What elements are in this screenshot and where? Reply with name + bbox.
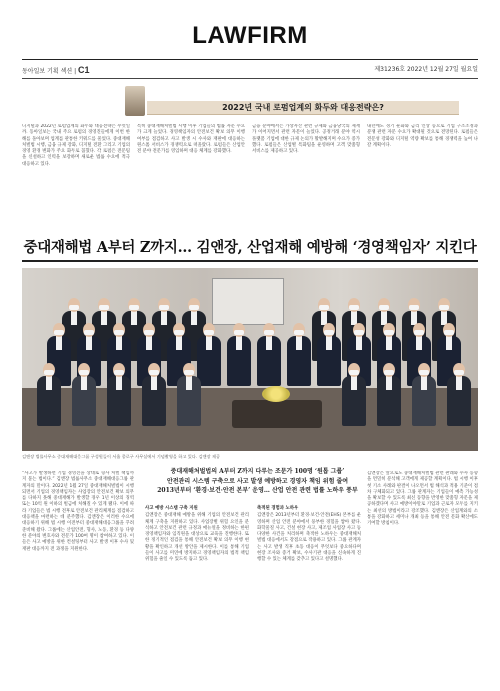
body-column-3-text: 김앤장은 2013년부터 환경·보건·안전(EHS) 본부를 운영하며 산업 안전 분야에서 풍부한 경험을 쌓아 왔다. 화학물질 사고, 건설 현장 사고, 제조업 사업장 사고 등 다양한 사건을 처리하며 축적한 노하우는 중대재해처벌법 대응에서도 강점으로 작용하고 있다. 그룹 관계자는 사고 발생 직후 초동 대응이 무엇보다 중요하다며 현장 조사와 증거 확보, 수사기관 대응을 신속하게 진행할 수 있는 체계를 갖추고 있다고 설명했다. [257,513,361,563]
headline-rule [22,260,478,262]
banner-title: 2022년 국내 로펌업계의 화두와 대응전략은? [147,101,459,115]
photo-person [412,363,436,433]
body-column-2 [145,503,249,683]
body-column-2-title: 사고 예방 시스템 구축 지원 [145,506,198,511]
photo-person [377,363,401,433]
subhead-3: 2013년부터 ‘환경·보건·안전 본부’ 운영… 산업 안전 관련 법률 노하우 풍부 [157,487,358,494]
photo-person [342,363,366,433]
photo-person [317,323,341,393]
body-column-3-title: 축적된 경험과 노하우 [257,506,299,511]
body-column-3 [257,503,361,683]
page-number: C1 [78,65,90,75]
section-label: 동아일보 기획 섹션 [22,68,73,75]
dateline [22,64,478,76]
photo-person [227,323,251,393]
photo-person [72,363,96,433]
photo-caption: 김앤장 법률사무소 중대재해대응그룹 구성원들이 서울 종로구 사무실에서 기념촬영을 하고 있다. 김앤장 제공 [22,454,221,459]
banner-thumbnail [125,86,145,116]
photo-table [232,400,322,428]
photo-person [142,363,166,433]
dateline-rule [22,78,478,79]
subheads [145,467,370,496]
photo-person [177,363,201,433]
photo-person [447,363,471,433]
body-column-2-text: 김앤장은 중대재해 예방을 위해 기업의 안전보건 관리체계 구축을 지원하고 있다. 사업장별 위험 요인을 분석하고 안전보건 관련 규정과 매뉴얼을 정비하는 한편 경영책임자와 임직원을 대상으로 교육을 진행한다. 또한 정기적인 점검을 통해 안전보건 확보 의무 이행 현황을 확인하고 개선 방안을 제시한다. 이를 통해 기업들이 사고를 미연에 방지하고 경영책임자의 법적 책임 위험을 줄일 수 있도록 돕고 있다. [145,513,249,563]
photo-screen [212,278,284,325]
intro-column-2: 특히 중대재해처벌법 시행 이후 기업들의 법률 자문 수요가 크게 늘었다. 경영책임자의 안전보건 확보 의무 이행 여부를 점검하고 사고 발생 시 수사와 재판에 대응하는 원스톱 서비스가 경쟁력으로 떠올랐다. 로펌들은 산업안전 분야 전문가를 영입하며 대응 체계를 강화했다. [137,124,245,155]
body-column-4: 김앤장은 앞으로도 중대재해처벌법 관련 판례와 수사 동향을 면밀히 분석해 고객에게 제공할 계획이다. 법 시행 이후 첫 기소 사례와 판결이 나오면서 법 해석과 적용 기준이 점차 구체화되고 있다. 그룹 관계자는 기업들이 예측 가능성을 확보할 수 있도록 최신 동향을 반영한 맞춤형 자문을 제공하겠다며 사고 예방이야말로 기업과 근로자 모두를 지키는 최선의 방법이라고 강조했다. 김앤장은 산업계와의 소통을 강화하고 세미나 개최 등을 통해 안전 문화 확산에도 기여할 방침이다. [367,471,478,527]
photo-person [107,363,131,433]
intro-column-4: 내년에도 경기 둔화와 금리 인상 등으로 기업 구조조정과 분쟁 관련 자문 수요가 확대될 것으로 전망된다. 로펌들은 전문성 강화와 디지털 역량 확보를 통해 경쟁력을 높여 나갈 계획이다. [367,124,478,148]
intro-column-1: 디지털과 2022년 로펌업계의 화두와 대응전략은 무엇일까. 동아일보는 국내 주요 로펌의 경영진들에게 이번 한 해를 돌아보며 업계를 관통한 키워드를 물었다. 중대재해처벌법 시행, 금융 규제 강화, 디지털 전환 그리고 기업의 경영 환경 변화가 주요 화두로 꼽혔다. 각 로펌은 전문팀을 신설하고 인력을 보강하며 새로운 법률 수요에 적극 대응하고 있다. [22,124,130,167]
subhead-2: 안전관리 시스템 구축으로 사고 발생 예방하고 경영자 책임 위험 줄여 [166,477,349,485]
photo-person [37,363,61,433]
main-headline: 중대재해법 A부터 Z까지… 김앤장, 산업재해 예방해 ‘경영책임자’ 지킨다 [23,239,477,256]
photo-person [287,323,311,393]
issue-info: 제31236호 2022년 12월 27일 월요일 [374,66,478,73]
body-column-1: “사고가 발생하면 기업 경영진을 상대로 형사 처벌 책임까지 묻는 법이다.” 김앤장 법률사무소 중대재해대응그룹 관계자의 말이다. 2022년 1월 27일 중대재해처벌법이 시행되면서 기업의 경영책임자는 사업장의 안전보건 확보 의무를 다하지 못해 중대재해가 발생할 경우 1년 이상의 징역 또는 10억 원 이하의 벌금에 처해질 수 있게 됐다. 이에 따라 기업들은 법 시행 전후로 안전보건 관리체계를 점검하고 대응책을 마련하는 데 분주했다. 김앤장은 이러한 수요에 대응하기 위해 법 시행 이전부터 중대재해대응그룹을 꾸려 준비해 왔다. 그룹에는 산업안전, 형사, 노동, 환경 등 다양한 분야의 변호사와 전문가 100여 명이 참여하고 있다. 이들은 사고 예방을 위한 컨설팅부터 사고 발생 이후 수사 및 재판 대응까지 전 과정을 지원한다. [22,471,134,552]
masthead-rule [22,59,478,60]
photo-person [257,323,281,393]
dateline-left: 동아일보 기획 섹션 | C1 [22,65,90,75]
masthead: LAWFIRM [192,22,308,49]
intro-column-3: 금융 분야에서는 가상자산 관련 규제와 금융당국의 제재가 이어지면서 관련 자문이 늘었다. 공정거래 분야 역시 플랫폼 기업에 대한 규제 논의가 활발해지며 수요가 증가했다. 로펌들은 산업별 특화팀을 운영하며 고객 맞춤형 서비스를 제공하고 있다. [252,124,360,155]
subhead-1: 중대재해처벌법의 A부터 Z까지 다루는 조문가 100명 ‘원톱 그룹’ [170,468,345,475]
group-photo [22,268,478,451]
